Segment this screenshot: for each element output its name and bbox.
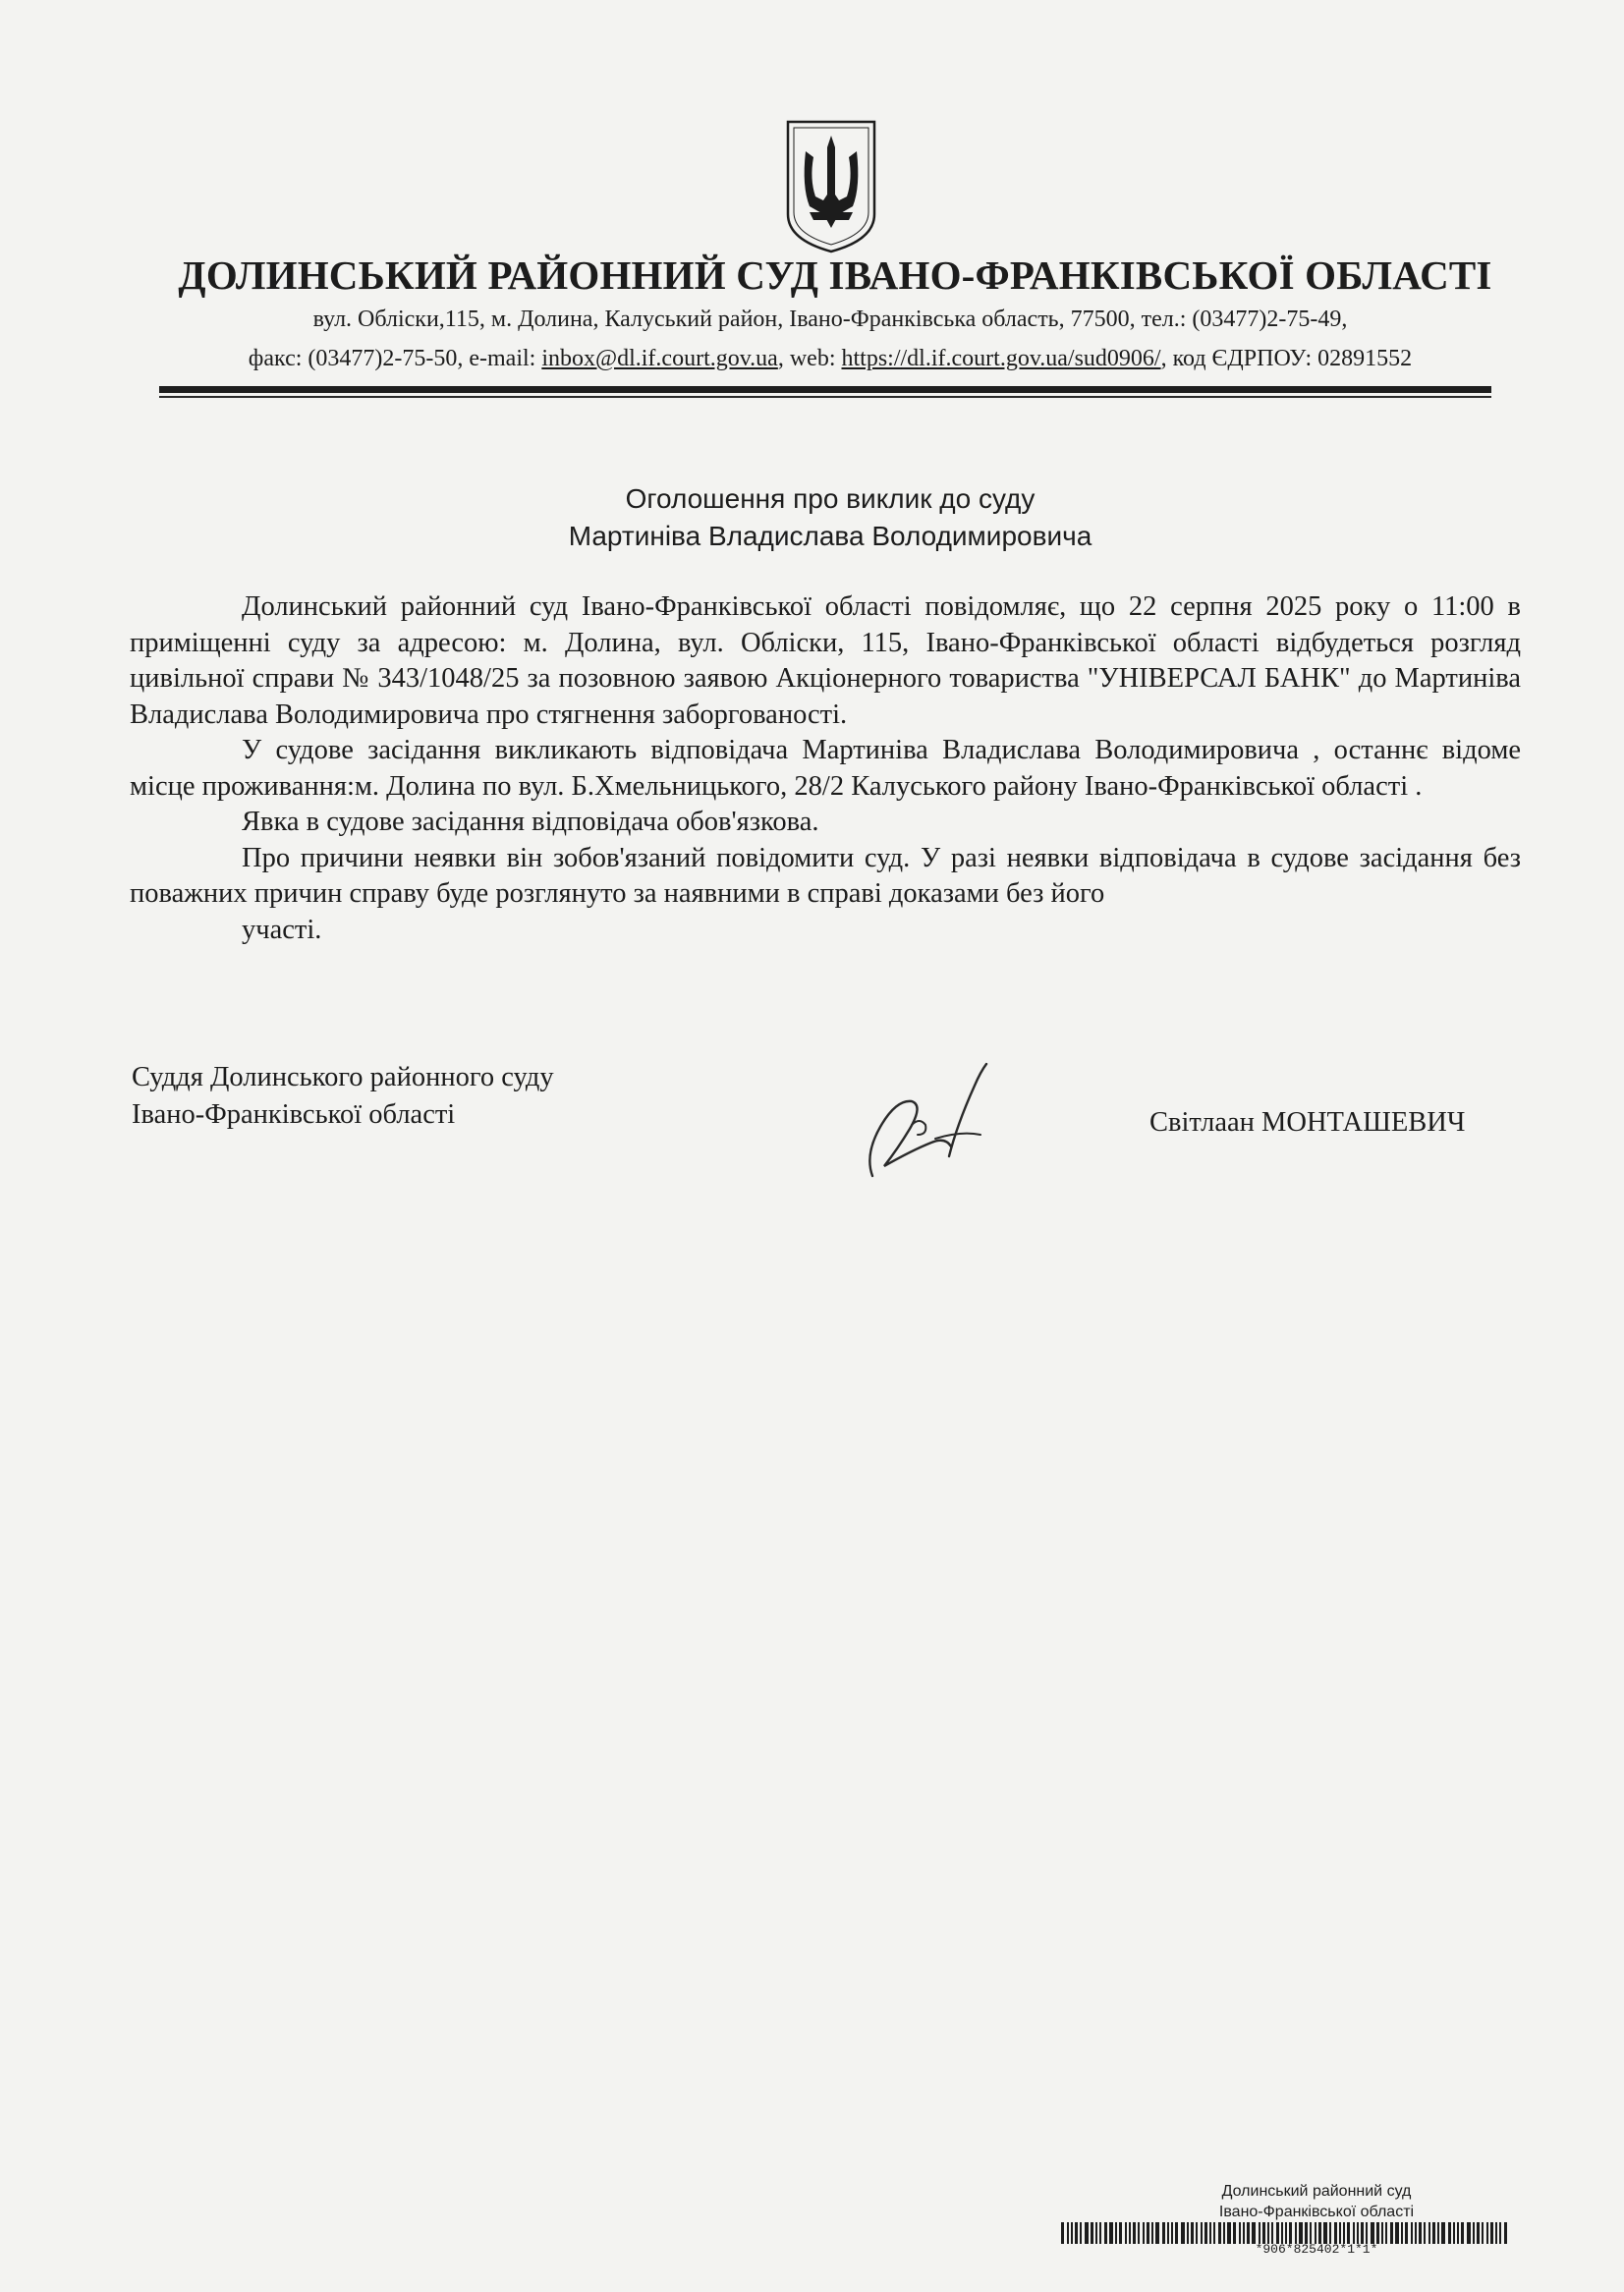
notice-title: Оголошення про виклик до суду — [625, 483, 1036, 514]
barcode-bar — [1071, 2222, 1073, 2244]
barcode-bar — [1490, 2222, 1493, 2244]
barcode-bar — [1091, 2222, 1093, 2244]
barcode-bar — [1457, 2222, 1459, 2244]
barcode-bar — [1171, 2222, 1173, 2244]
court-contacts — [0, 346, 1624, 372]
notice-paragraph: Явка в судове засідання відповідача обов'язкова. — [242, 807, 819, 837]
barcode-bar — [1267, 2222, 1269, 2244]
notice-paragraph: У судове засідання викликають відповідача Мартиніва Владислава Володимировича , останнє відоме місце проживання:м. Долина по вул. Б.Хмельницького, 28/2 Калуського району Івано-Франківської області . — [130, 735, 1521, 802]
barcode-bar — [1259, 2222, 1260, 2244]
barcode-bar — [1143, 2222, 1145, 2244]
barcode-bar — [1151, 2222, 1153, 2244]
barcode-bar — [1095, 2222, 1097, 2244]
barcode-bar — [1247, 2222, 1250, 2244]
barcode-bar — [1233, 2222, 1236, 2244]
barcode-bar — [1067, 2222, 1069, 2244]
judge-title-line: Суддя Долинського районного суду — [132, 1062, 554, 1092]
barcode-bar — [1213, 2222, 1215, 2244]
barcode-bar — [1486, 2222, 1488, 2244]
barcode-bar — [1289, 2222, 1292, 2244]
barcode-bar — [1201, 2222, 1203, 2244]
barcode-bar — [1334, 2222, 1337, 2244]
barcode — [1061, 2222, 1513, 2244]
barcode-bar — [1129, 2222, 1131, 2244]
barcode-bar — [1390, 2222, 1393, 2244]
barcode-bar — [1366, 2222, 1368, 2244]
barcode-bar — [1196, 2222, 1198, 2244]
email-link[interactable]: inbox@dl.if.court.gov.ua — [541, 346, 778, 371]
barcode-bar — [1119, 2222, 1122, 2244]
barcode-bar — [1109, 2222, 1113, 2244]
notice-paragraph: Про причини неявки він зобов'язаний повідомити суд. У разі неявки відповідача в судове засідання без поважних причин справу буде розглянуто за наявними в справі доказами без його — [130, 842, 1521, 909]
barcode-bar — [1428, 2222, 1430, 2244]
barcode-bar — [1343, 2222, 1345, 2244]
barcode-bar — [1495, 2222, 1497, 2244]
web-link[interactable]: https://dl.if.court.gov.ua/sud0906/ — [841, 346, 1161, 371]
barcode-bar — [1415, 2222, 1417, 2244]
barcode-bar — [1473, 2222, 1475, 2244]
barcode-bar — [1167, 2222, 1169, 2244]
barcode-bar — [1315, 2222, 1316, 2244]
barcode-bar — [1339, 2222, 1341, 2244]
notice-paragraph-tail: участі. — [242, 914, 322, 945]
web-prefix: , web: — [777, 346, 842, 371]
barcode-bar — [1305, 2222, 1308, 2244]
barcode-bar — [1381, 2222, 1383, 2244]
judge-name: Світлаан МОНТАШЕВИЧ — [1149, 1107, 1466, 1138]
barcode-bar — [1395, 2222, 1399, 2244]
barcode-bar — [1461, 2222, 1464, 2244]
barcode-bar — [1204, 2222, 1207, 2244]
barcode-bar — [1075, 2222, 1078, 2244]
barcode-bar — [1477, 2222, 1480, 2244]
barcode-bar — [1223, 2222, 1225, 2244]
barcode-bar — [1252, 2222, 1256, 2244]
coat-of-arms-icon — [784, 118, 878, 255]
barcode-bar — [1218, 2222, 1221, 2244]
barcode-bar — [1441, 2222, 1445, 2244]
barcode-bar — [1482, 2222, 1484, 2244]
barcode-bar — [1353, 2222, 1355, 2244]
barcode-bar — [1310, 2222, 1312, 2244]
barcode-bar — [1162, 2222, 1165, 2244]
header-divider-thick — [159, 386, 1491, 393]
barcode-bar — [1175, 2222, 1178, 2244]
barcode-bar — [1155, 2222, 1159, 2244]
barcode-bar — [1424, 2222, 1426, 2244]
barcode-bar — [1323, 2222, 1327, 2244]
barcode-bar — [1262, 2222, 1265, 2244]
registry-stamp-line: Івано-Франківської області — [1218, 2204, 1415, 2220]
barcode-bar — [1504, 2222, 1507, 2244]
barcode-bar — [1318, 2222, 1321, 2244]
barcode-bar — [1285, 2222, 1287, 2244]
barcode-bar — [1209, 2222, 1211, 2244]
barcode-bar — [1181, 2222, 1185, 2244]
barcode-bar — [1276, 2222, 1279, 2244]
barcode-bar — [1099, 2222, 1101, 2244]
barcode-bar — [1467, 2222, 1471, 2244]
barcode-bar — [1357, 2222, 1359, 2244]
barcode-bar — [1411, 2222, 1413, 2244]
barcode-bar — [1299, 2222, 1303, 2244]
barcode-bar — [1243, 2222, 1245, 2244]
barcode-bar — [1419, 2222, 1422, 2244]
barcode-bar — [1133, 2222, 1136, 2244]
barcode-bar — [1239, 2222, 1241, 2244]
barcode-bar — [1281, 2222, 1283, 2244]
barcode-bar — [1499, 2222, 1501, 2244]
barcode-bar — [1329, 2222, 1331, 2244]
barcode-bar — [1361, 2222, 1364, 2244]
barcode-number: *906*825402*1*1* — [1255, 2242, 1378, 2257]
fax-text: факс: (03477)2-75-50, e-mail: — [248, 346, 542, 371]
barcode-bar — [1295, 2222, 1297, 2244]
barcode-bar — [1085, 2222, 1089, 2244]
barcode-bar — [1347, 2222, 1350, 2244]
barcode-bar — [1061, 2222, 1064, 2244]
handwritten-signature — [855, 1056, 1002, 1184]
court-name: ДОЛИНСЬКИЙ РАЙОННИЙ СУД ІВАНО-ФРАНКІВСЬКОЇ ОБЛАСТІ — [178, 252, 1492, 298]
barcode-bar — [1432, 2222, 1435, 2244]
notice-addressee: Мартиніва Владислава Володимировича — [568, 521, 1092, 551]
barcode-bar — [1453, 2222, 1455, 2244]
barcode-bar — [1115, 2222, 1117, 2244]
barcode-bar — [1138, 2222, 1140, 2244]
barcode-bar — [1376, 2222, 1379, 2244]
barcode-bar — [1448, 2222, 1451, 2244]
barcode-bar — [1385, 2222, 1387, 2244]
barcode-bar — [1080, 2222, 1082, 2244]
registry-stamp-line: Долинський районний суд — [1221, 2183, 1412, 2200]
barcode-bar — [1147, 2222, 1149, 2244]
notice-paragraph: Долинський районний суд Івано-Франківської області повідомляє, що 22 серпня 2025 року о 11:00 в приміщенні суду за адресою: м. Долина, вул. Обліски, 115, Івано-Франківської області відбудеться розгляд цивільної справи № 343/1048/25 за позовною заявою Акціонерного товариства "УНІВЕРСАЛ БАНК" до Мартиніва Владислава Володимировича про стягнення заборгованості. — [130, 591, 1521, 730]
barcode-bar — [1191, 2222, 1194, 2244]
header-divider-thin — [159, 396, 1491, 398]
edrpou-code: , код ЄДРПОУ: 02891552 — [1160, 346, 1413, 371]
judge-title-line: Івано-Франківської області — [132, 1099, 456, 1130]
barcode-bar — [1405, 2222, 1408, 2244]
barcode-bar — [1371, 2222, 1374, 2244]
barcode-bar — [1125, 2222, 1127, 2244]
barcode-bar — [1401, 2222, 1403, 2244]
barcode-bar — [1437, 2222, 1439, 2244]
barcode-bar — [1271, 2222, 1273, 2244]
court-address: вул. Обліски,115, м. Долина, Калуський район, Івано-Франківська область, 77500, тел.: (03477)2-75-49, — [312, 307, 1348, 332]
notice-body — [130, 589, 1521, 948]
barcode-bar — [1187, 2222, 1189, 2244]
judge-title — [132, 1059, 554, 1134]
barcode-bar — [1104, 2222, 1107, 2244]
barcode-bar — [1227, 2222, 1231, 2244]
